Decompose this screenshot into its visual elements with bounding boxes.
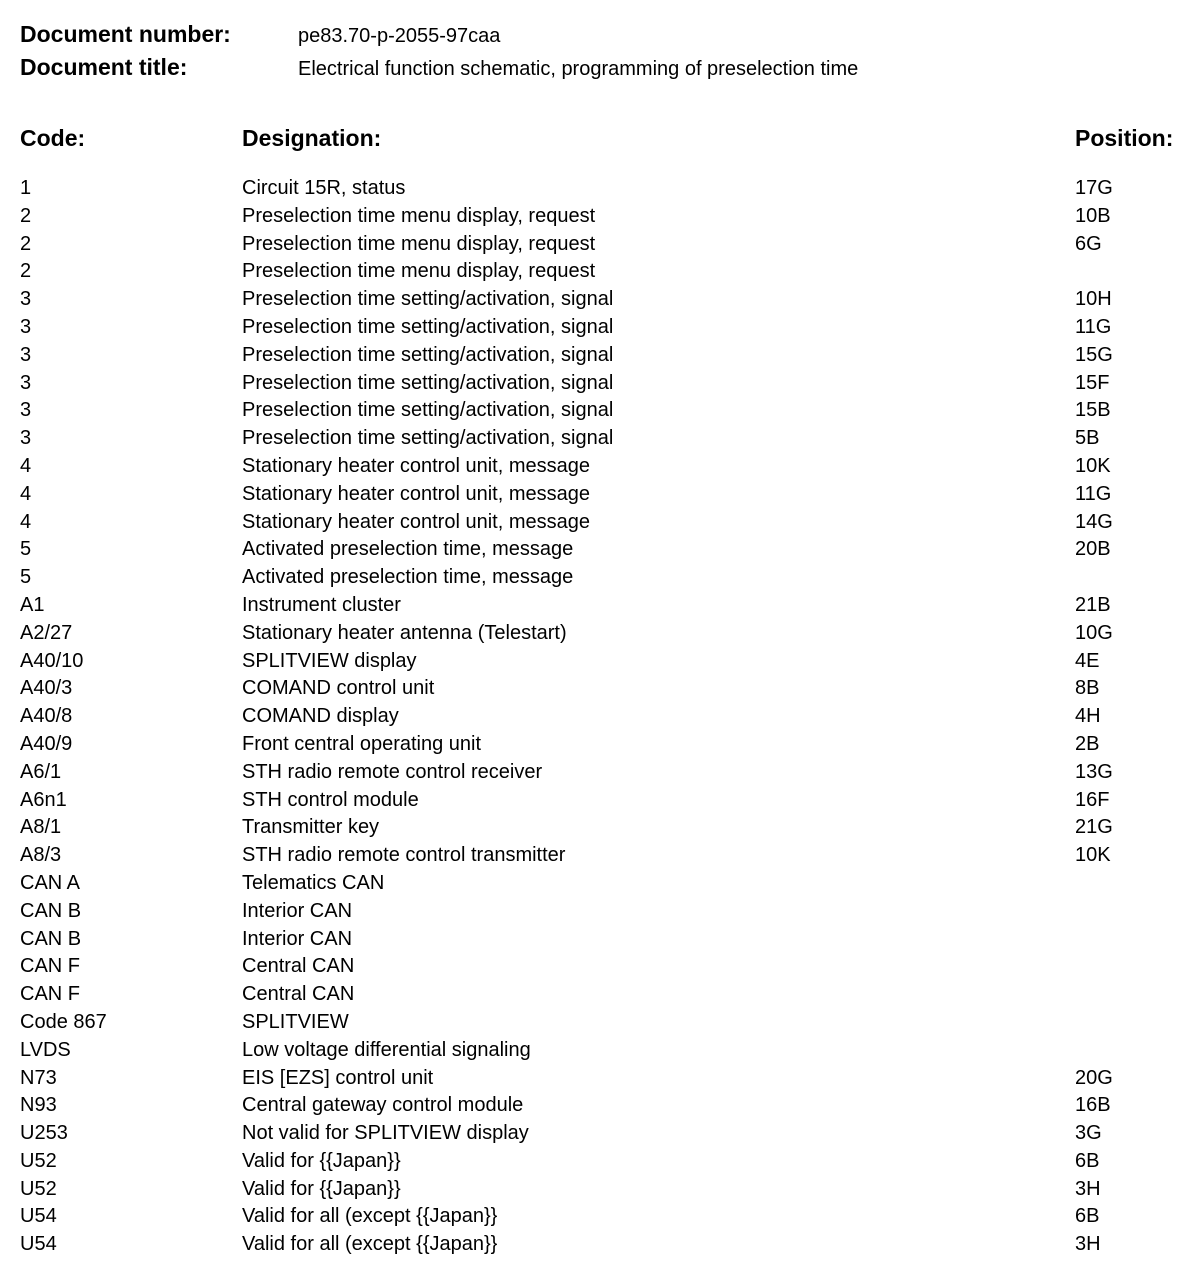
cell-position: 20G (1075, 1066, 1113, 1089)
cell-designation: Preselection time menu display, request (242, 204, 596, 227)
cell-designation: Preselection time setting/activation, signal (242, 371, 614, 394)
table-row (0, 814, 1194, 842)
cell-position: 21B (1075, 593, 1111, 616)
cell-designation: COMAND control unit (242, 677, 435, 700)
cell-code: A40/3 (20, 677, 73, 700)
table-row (0, 675, 1194, 703)
document-number-row (20, 19, 1170, 49)
cell-position: 20B (1075, 538, 1111, 561)
table-row (0, 536, 1194, 564)
cell-position: 13G (1075, 760, 1113, 783)
cell-position: 16B (1075, 1094, 1111, 1117)
cell-designation: Preselection time setting/activation, signal (242, 427, 614, 450)
cell-designation: Front central operating unit (242, 732, 482, 755)
cell-code: A8/1 (20, 816, 62, 839)
table-row (0, 953, 1194, 981)
cell-designation: Activated preselection time, message (242, 566, 574, 589)
cell-code: 4 (20, 454, 32, 477)
cell-designation: Low voltage differential signaling (242, 1038, 531, 1061)
cell-designation: Circuit 15R, status (242, 177, 406, 199)
cell-code: U253 (20, 1122, 68, 1145)
cell-code: U52 (20, 1149, 57, 1172)
table-row (0, 1065, 1194, 1093)
table-row (0, 231, 1194, 259)
table-row (0, 425, 1194, 453)
table-row (0, 592, 1194, 620)
cell-code: A6n1 (20, 788, 67, 811)
cell-code: A1 (20, 593, 45, 616)
table-row (0, 1148, 1194, 1176)
cell-designation: Telematics CAN (242, 871, 385, 894)
cell-position: 10H (1075, 288, 1112, 311)
cell-designation: Stationary heater control unit, message (242, 510, 590, 533)
cell-designation: Preselection time setting/activation, signal (242, 288, 614, 311)
cell-position: 4E (1075, 649, 1100, 672)
cell-code: 3 (20, 315, 32, 338)
cell-code: U54 (20, 1233, 57, 1256)
cell-position: 11G (1075, 315, 1112, 338)
table-row (0, 564, 1194, 592)
cell-designation: Central CAN (242, 983, 355, 1006)
cell-code: 3 (20, 427, 32, 450)
cell-code: 3 (20, 288, 32, 311)
table-row (0, 342, 1194, 370)
table-row (0, 453, 1194, 481)
cell-designation: EIS [EZS] control unit (242, 1066, 434, 1089)
cell-code: LVDS (20, 1038, 71, 1061)
cell-designation: Preselection time menu display, request (242, 260, 596, 283)
cell-position: 11G (1075, 482, 1112, 505)
cell-code: 1 (20, 177, 32, 199)
cell-position: 10K (1075, 844, 1111, 867)
cell-code: 3 (20, 371, 32, 394)
table-row (0, 397, 1194, 425)
table-row (0, 926, 1194, 954)
header-designation: Designation: (242, 125, 382, 151)
cell-code: 2 (20, 204, 32, 227)
cell-position: 17G (1075, 177, 1113, 199)
cell-code: A2/27 (20, 621, 73, 644)
table-row (0, 481, 1194, 509)
cell-designation: SPLITVIEW display (242, 649, 417, 672)
cell-code: 2 (20, 260, 32, 283)
cell-code: N93 (20, 1094, 57, 1117)
cell-designation: Valid for {{Japan}} (242, 1177, 401, 1200)
document-number-label: Document number: (20, 21, 231, 47)
document-number-value: pe83.70-p-2055-97caa (298, 25, 501, 47)
table-row (0, 286, 1194, 314)
cell-position: 10G (1075, 621, 1113, 644)
cell-designation: SPLITVIEW (242, 1010, 349, 1033)
cell-designation: Activated preselection time, message (242, 538, 574, 561)
cell-code: A40/9 (20, 732, 73, 755)
cell-code: A40/8 (20, 705, 73, 728)
cell-position: 15B (1075, 399, 1111, 422)
cell-designation: STH radio remote control receiver (242, 760, 543, 783)
cell-code: A6/1 (20, 760, 62, 783)
document-title-value: Electrical function schematic, programming of preselection time (298, 58, 859, 80)
cell-position: 8B (1075, 677, 1100, 700)
cell-position: 15F (1075, 371, 1110, 394)
cell-designation: Stationary heater control unit, message (242, 482, 590, 505)
table-row (0, 314, 1194, 342)
cell-code: 3 (20, 343, 32, 366)
cell-position: 14G (1075, 510, 1113, 533)
header-position: Position: (1075, 125, 1174, 151)
cell-code: CAN F (20, 955, 80, 978)
cell-code: 3 (20, 399, 32, 422)
cell-position: 3G (1075, 1122, 1102, 1145)
table-row (0, 1231, 1194, 1259)
cell-designation: Interior CAN (242, 899, 353, 922)
cell-code: A40/10 (20, 649, 84, 672)
cell-position: 15G (1075, 343, 1113, 366)
cell-position: 16F (1075, 788, 1110, 811)
cell-position: 3H (1075, 1233, 1101, 1256)
table-row (0, 787, 1194, 815)
document-title-row (20, 52, 1170, 82)
cell-position: 2B (1075, 732, 1100, 755)
cell-position: 6B (1075, 1149, 1100, 1172)
table-row (0, 1009, 1194, 1037)
cell-position: 21G (1075, 816, 1113, 839)
table-row (0, 870, 1194, 898)
cell-code: 4 (20, 510, 32, 533)
cell-code: 2 (20, 232, 32, 255)
cell-designation: COMAND display (242, 705, 399, 728)
cell-code: Code 867 (20, 1010, 107, 1033)
table-row (0, 842, 1194, 870)
table-row (0, 1176, 1194, 1204)
cell-designation: Stationary heater antenna (Telestart) (242, 621, 567, 644)
table-row (0, 175, 1194, 203)
table-row (0, 258, 1194, 286)
table-row (0, 759, 1194, 787)
cell-code: N73 (20, 1066, 57, 1089)
table-row (0, 1037, 1194, 1065)
cell-designation: Interior CAN (242, 927, 353, 950)
cell-code: CAN B (20, 927, 82, 950)
cell-position: 10B (1075, 204, 1111, 227)
cell-code: CAN A (20, 871, 81, 894)
cell-designation: Not valid for SPLITVIEW display (242, 1122, 529, 1145)
cell-code: 4 (20, 482, 32, 505)
cell-position: 6G (1075, 232, 1102, 255)
cell-designation: Valid for {{Japan}} (242, 1149, 401, 1172)
cell-designation: Valid for all (except {{Japan}} (242, 1205, 498, 1228)
cell-code: U54 (20, 1205, 57, 1228)
document-title-label: Document title: (20, 54, 188, 80)
header-code: Code: (20, 125, 86, 151)
table-row (0, 1203, 1194, 1231)
table-row (0, 620, 1194, 648)
cell-code: A8/3 (20, 844, 62, 867)
table-row (0, 1120, 1194, 1148)
cell-designation: Valid for all (except {{Japan}} (242, 1233, 498, 1256)
cell-designation: Central gateway control module (242, 1094, 524, 1117)
cell-position: 4H (1075, 705, 1101, 728)
table-row (0, 898, 1194, 926)
cell-position: 5B (1075, 427, 1100, 450)
cell-designation: Stationary heater control unit, message (242, 454, 590, 477)
cell-code: 5 (20, 538, 32, 561)
cell-designation: STH control module (242, 788, 419, 811)
cell-position: 3H (1075, 1177, 1101, 1200)
cell-designation: Preselection time setting/activation, signal (242, 343, 614, 366)
table-row (0, 981, 1194, 1009)
cell-code: 5 (20, 566, 32, 589)
table-row (0, 731, 1194, 759)
cell-code: CAN B (20, 899, 82, 922)
table-row (0, 203, 1194, 231)
cell-position: 10K (1075, 454, 1111, 477)
cell-code: CAN F (20, 983, 80, 1006)
table-row (0, 370, 1194, 398)
table-row (0, 648, 1194, 676)
table-row (0, 703, 1194, 731)
cell-designation: Preselection time menu display, request (242, 232, 596, 255)
cell-designation: Central CAN (242, 955, 355, 978)
cell-code: U52 (20, 1177, 57, 1200)
table-row (0, 1092, 1194, 1120)
legend-table (0, 175, 1194, 1259)
cell-designation: STH radio remote control transmitter (242, 844, 566, 867)
cell-designation: Preselection time setting/activation, signal (242, 399, 614, 422)
cell-designation: Preselection time setting/activation, signal (242, 315, 614, 338)
cell-designation: Transmitter key (242, 816, 380, 839)
cell-position: 6B (1075, 1205, 1100, 1228)
cell-designation: Instrument cluster (242, 593, 401, 616)
table-row (0, 509, 1194, 537)
